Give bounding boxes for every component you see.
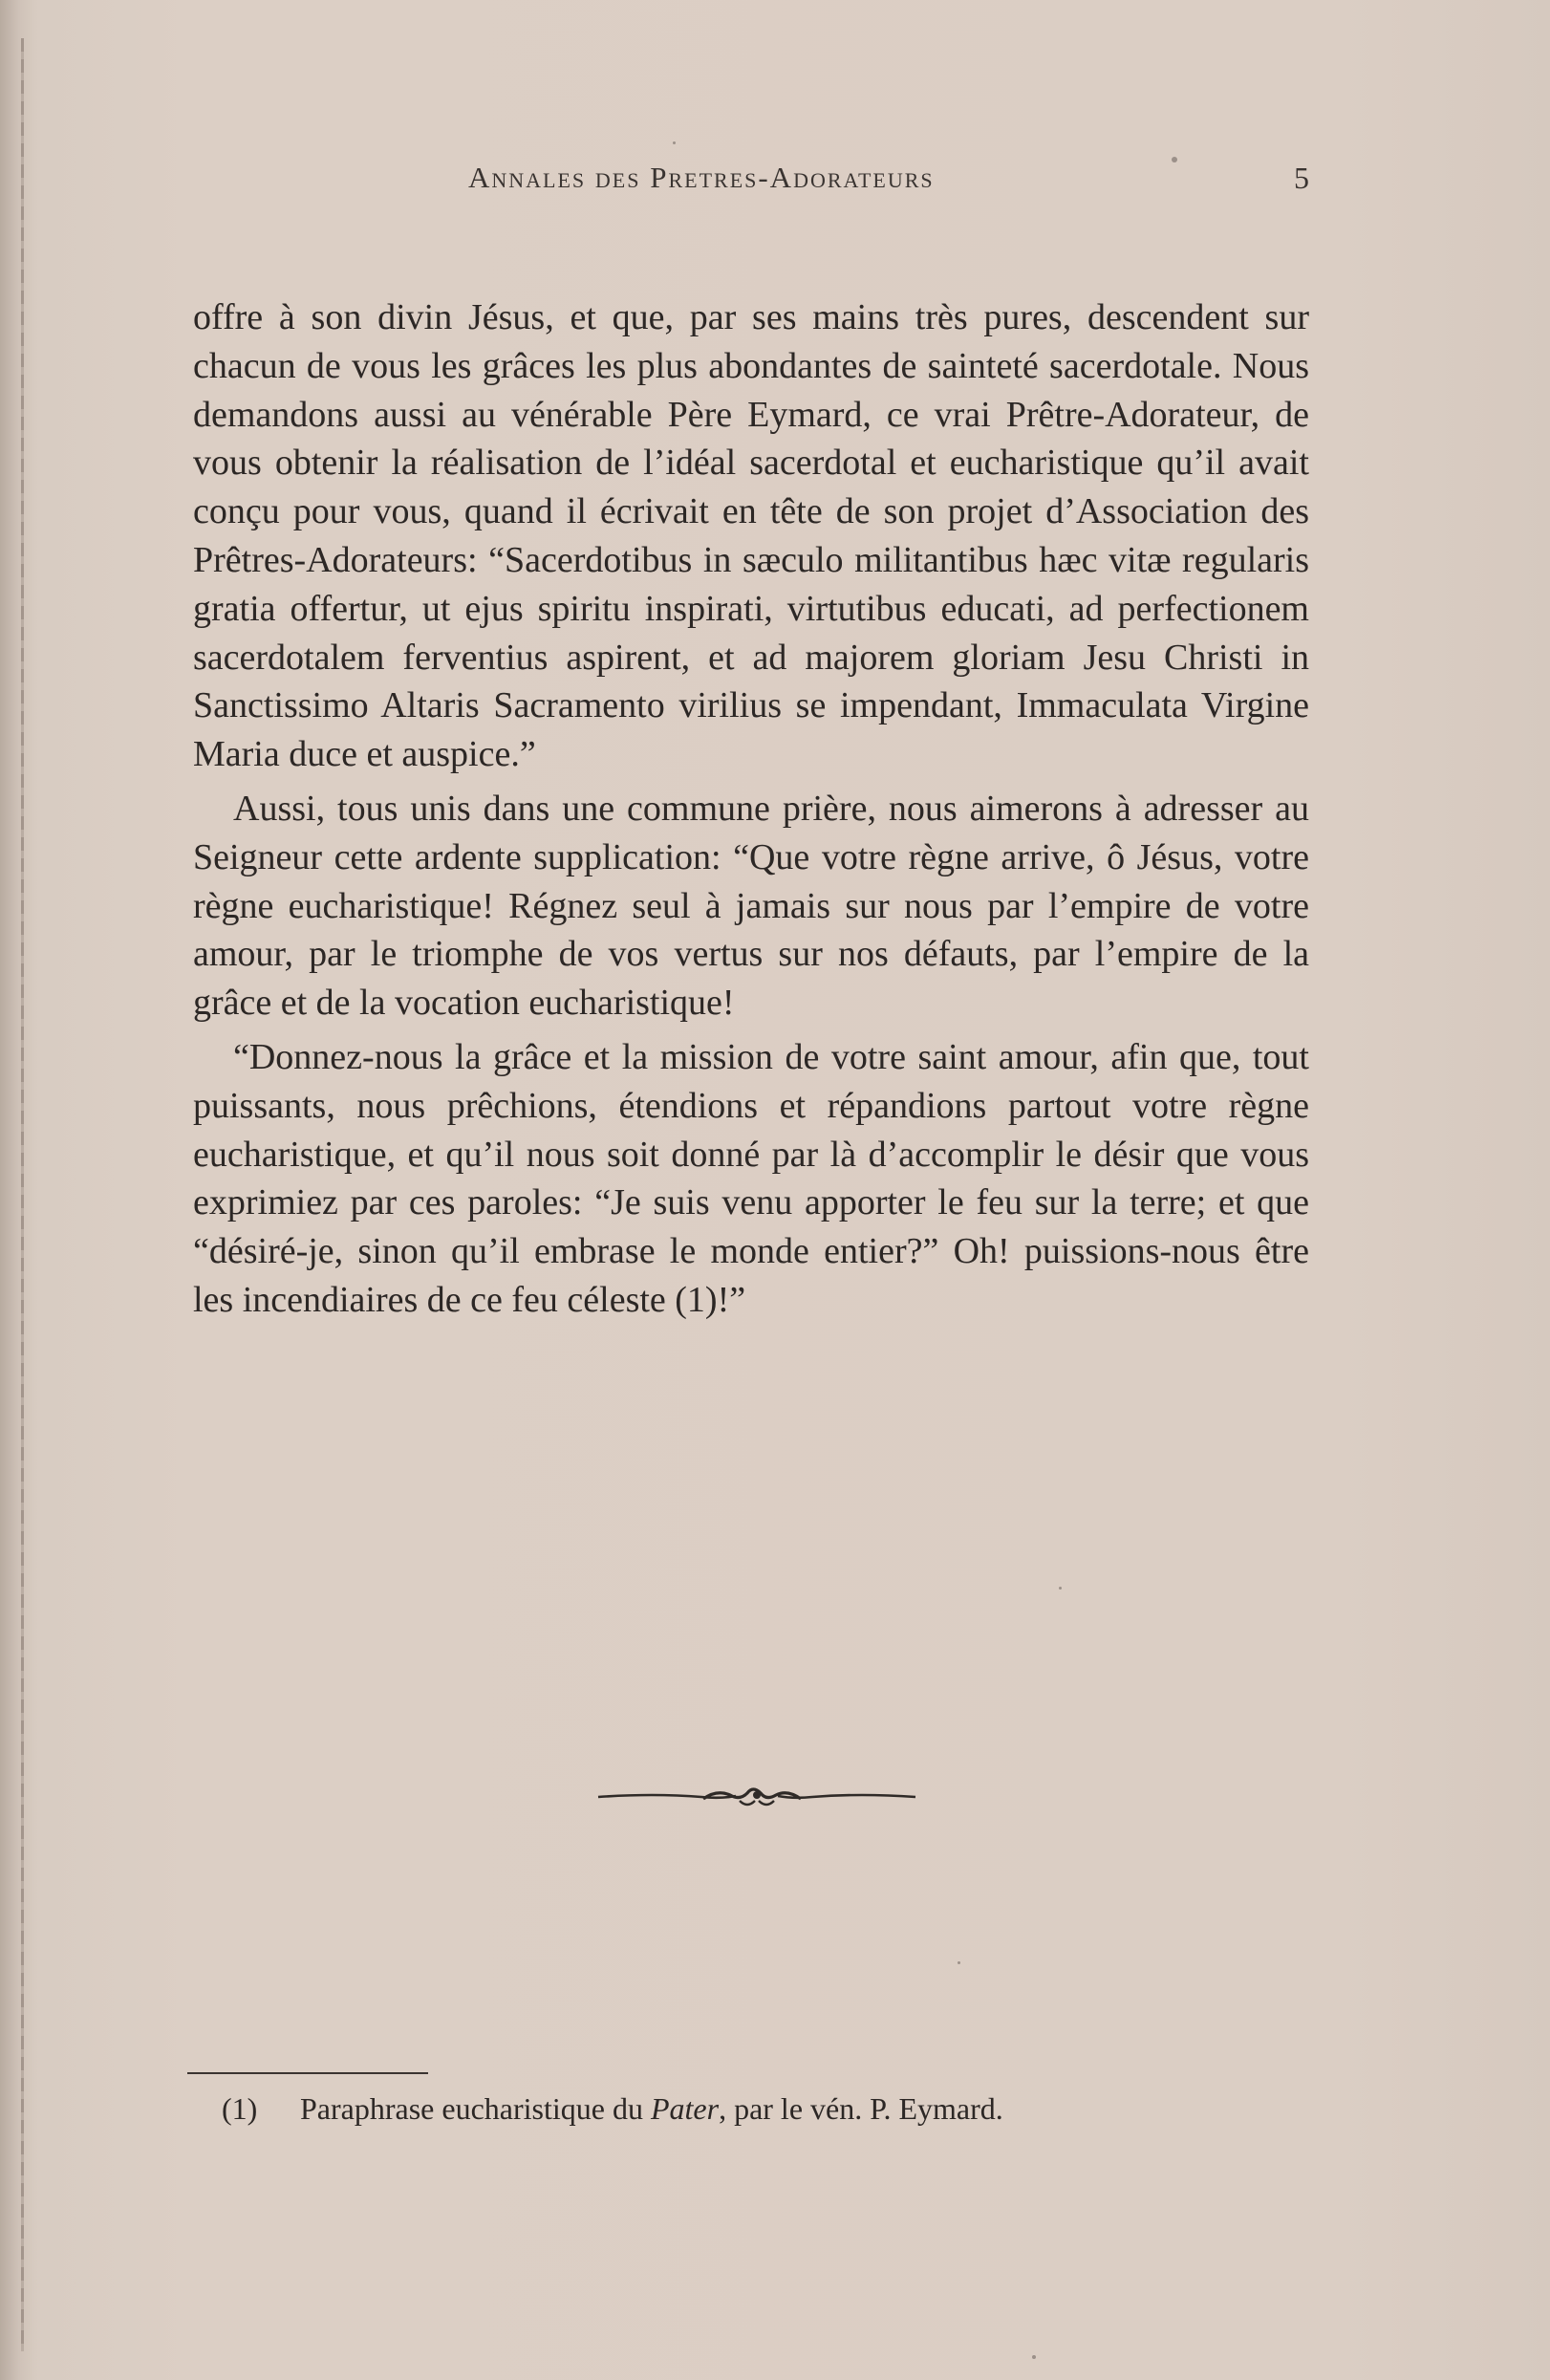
ornament-divider-icon: [596, 1780, 917, 1814]
paragraph-1: offre à son divin Jésus, et que, par ses mains très pures, descendent sur chacun de vous les grâces les plus abondantes de sainteté sacerdotale. Nous demandons aussi au vénérable Père Eymard, ce vrai Prêtre-Adorateur, de vous obtenir la réalisation de l’idéal sacerdotal et eucharistique qu’il avait conçu pour vous, quand il écrivait en tête de son projet d’Association des Prêtres-Adorateurs: “Sacerdotibus in sæculo militantibus hæc vitæ regularis gratia offertur, ut ejus spiritu inspirati, virtutibus educati, ad perfectionem sacerdotalem ferventius aspirent, et ad majorem gloriam Jesu Christi in Sanctissimo Altaris Sacramento virilius se impendant, Immaculata Virgine Maria duce et auspice.”: [193, 297, 1309, 775]
page-number: 5: [1294, 161, 1309, 195]
binding-edge: [21, 38, 24, 2351]
body-text: [193, 293, 1309, 1325]
footnote-marker: (1): [222, 2091, 258, 2126]
paragraph-2: Aussi, tous unis dans une commune prière, nous aimerons à adresser au Seigneur cette ardente supplication: “Que votre règne arrive, ô Jésus, votre règne eucharistique! Régnez seul à jamais sur nous par l’empire de votre amour, par le triomphe de vos vertus sur nos défauts, par l’empire de la grâce et de la vocation eucharistique!: [193, 788, 1309, 1024]
footnote-rule: [187, 2072, 428, 2074]
running-head: [191, 161, 1309, 199]
footnote: [222, 2089, 1292, 2128]
footnote-text-italic: Pater: [650, 2091, 720, 2126]
paragraph-3: “Donnez-nous la grâce et la mission de votre saint amour, afin que, tout puissants, nous prêchions, étendions et répandions partout votre règne eucharistique, et qu’il nous soit donné par là d’accomplir le désir que vous exprimiez par ces paroles: “Je suis venu apporter le feu sur la terre; et que “désiré-je, sinon qu’il embrase le monde entier?” Oh! puissions-nous être les incendiaires de ce feu céleste (1)!”: [193, 1036, 1309, 1320]
footnote-text-before: Paraphrase eucharistique du: [300, 2091, 651, 2126]
running-head-title: Annales des Pretres-Adorateurs: [468, 161, 935, 194]
footnote-text-after: , par le vén. P. Eymard.: [719, 2091, 1003, 2126]
page-gutter: [0, 0, 32, 2380]
